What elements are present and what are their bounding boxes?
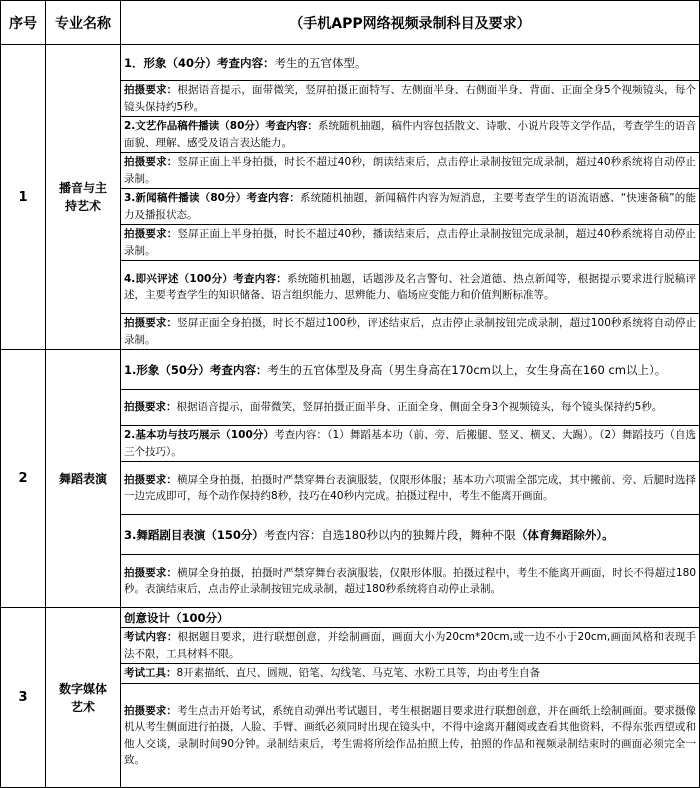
content-block	[121, 426, 700, 462]
block-text: 横屏全身拍摄，拍摄时严禁穿舞台表演服装，仅限形体服；基本功六项需全部完成，其中搬前、旁、后腿时选择一边完成即可，每个动作保持约8秒，技巧在40秒内完成。拍摄过程中，考生不能离开画面。	[124, 473, 697, 502]
content-block	[121, 515, 700, 555]
content-block	[121, 608, 700, 628]
block-text: 考生的五官体型。	[274, 55, 367, 70]
block-tail: （体育舞蹈除外）。	[515, 527, 614, 542]
block-text: 横屏全身拍摄，拍摄时严禁穿舞台表演服装，仅限形体服。拍摄过程中，考生不能离开画面，时长不得超过180秒。表演结束后，点击停止录制按钮完成录制，超过180秒系统将自动停止录制。	[124, 566, 696, 595]
block-heading: 1.形象（50分）考查内容：	[124, 362, 268, 377]
block-heading: 4.即兴评述（100分）考查内容：	[124, 272, 287, 285]
block-text: 系统随机抽题，新闻稿件内容为短消息，主要考查学生的语流语感、“快速备稿”的能力及播报状态。	[124, 192, 697, 221]
content-block	[121, 390, 700, 426]
row-index: 2	[1, 350, 46, 608]
block-text: 考生点击开始考试，系统自动弹出考试题目，考生根据题目要求进行联想创意，并在画纸上绘制画面。要求摄像机从考生侧面进行拍摄，人脸、手臂、画纸必须同时出现在镜头中，不得中途离开翻阅或查看其他资料，不得东张西望或和他人交谈，录制时间90分钟。录制结束后，考生需将所绘作品拍照上传，拍照的作品和视频录制结束时的画面必须完全一致。	[124, 704, 697, 766]
block-heading: 1．形象（40分）考查内容：	[124, 55, 275, 70]
content-block	[121, 628, 700, 664]
block-text: 系统随机抽题，稿件内容包括散文、诗歌、小说片段等文学作品，考查学生的语音面貌、理解、感受及语言表达能力。	[124, 120, 696, 149]
content-block	[121, 314, 700, 350]
block-heading: 2.基本功与技巧展示（100分）	[124, 429, 275, 441]
content-block	[121, 664, 700, 684]
block-heading: 拍摄要求：	[124, 566, 178, 579]
table-row	[1, 608, 700, 628]
block-text: 竖屏正面上半身拍摄，时长不超过40秒，朗读结束后，点击停止录制按钮完成录制，超过40秒系统将自动停止录制。	[124, 156, 696, 185]
content-block	[121, 350, 700, 390]
block-heading: 拍摄要求：	[124, 156, 178, 168]
block-text: 系统随机抽题，话题涉及名言警句、社会道德、热点新闻等，根据提示要求进行脱稿评述，主要考查学生的知识储备、语言组织能力、思辨能力、临场应变能力和价值判断标准等。	[124, 272, 696, 301]
block-heading: 3.舞蹈剧目表演（150分）	[124, 527, 264, 542]
header-content: （手机APP网络视频录制科目及要求）	[121, 1, 700, 45]
table-row	[1, 45, 700, 81]
block-heading: 拍摄要求：	[124, 704, 177, 717]
block-heading: 创意设计（100分）	[124, 610, 229, 625]
block-heading: 拍摄要求：	[124, 401, 177, 414]
block-heading: 考试内容：	[124, 631, 178, 643]
block-heading: 2.文艺作品稿件播读（80分）考查内容：	[124, 120, 318, 132]
block-text: 竖屏正面全身拍摄，时长不超过100秒，评述结束后，点击停止录制按钮完成录制，超过100秒系统将自动停止录制。	[124, 317, 696, 346]
block-text: 根据语音提示，面带微笑，竖屏拍摄正面特写、左侧面半身、右侧面半身、背面、正面全身5个视频镜头，每个镜头保持约5秒。	[124, 84, 697, 113]
header-major: 专业名称	[46, 1, 121, 45]
content-block	[121, 81, 700, 117]
row-major: 数字媒体艺术	[46, 608, 121, 788]
content-block	[121, 45, 700, 81]
block-text: 考查内容：（1）舞蹈基本功（前、旁、后搬腿、竖叉、横叉、大踢）。（2）舞蹈技巧（自选三个技巧）。	[124, 429, 696, 458]
content-block	[121, 261, 700, 314]
row-index: 1	[1, 45, 46, 350]
content-block	[121, 117, 700, 153]
block-heading: 拍摄要求：	[124, 317, 178, 329]
block-text: 考查内容：自选180秒以内的独舞片段，舞种不限	[263, 527, 516, 542]
content-block	[121, 153, 700, 189]
block-text: 考生的五官体型及身高（男生身高在170cm以上，女生身高在160 cm以上）。	[267, 362, 667, 377]
row-major: 播音与主持艺术	[46, 45, 121, 350]
content-block	[121, 462, 700, 515]
table-row	[1, 350, 700, 390]
row-major: 舞蹈表演	[46, 350, 121, 608]
header-index: 序号	[1, 1, 46, 45]
table-header-row	[1, 1, 700, 45]
block-heading: 拍摄要求：	[124, 84, 178, 96]
block-heading: 3.新闻稿件播读（80分）考查内容：	[124, 192, 300, 204]
content-block	[121, 189, 700, 225]
content-block	[121, 225, 700, 261]
content-block	[121, 555, 700, 608]
block-text: 竖屏正面上半身拍摄，时长不超过40秒，播读结束后，点击停止录制按钮完成录制，超过40秒系统将自动停止录制。	[124, 228, 696, 257]
block-text: 根据语音提示，面带微笑，竖屏拍摄正面半身、正面全身、侧面全身3个视频镜头，每个镜头保持约5秒。	[176, 401, 663, 414]
block-text: 根据题目要求，进行联想创意，并绘制画面，画面大小为20cm*20cm,或一边不小于20cm,画面风格和表现手法不限，工具材料不限。	[124, 631, 696, 660]
block-heading: 拍摄要求：	[124, 228, 178, 240]
block-text: 8开素描纸、直尺、圆规、铅笔、勾线笔、马克笔、水粉工具等，均由考生自备	[176, 667, 541, 680]
block-heading: 考试工具：	[124, 667, 177, 680]
row-index: 3	[1, 608, 46, 788]
block-heading: 拍摄要求：	[124, 473, 177, 486]
